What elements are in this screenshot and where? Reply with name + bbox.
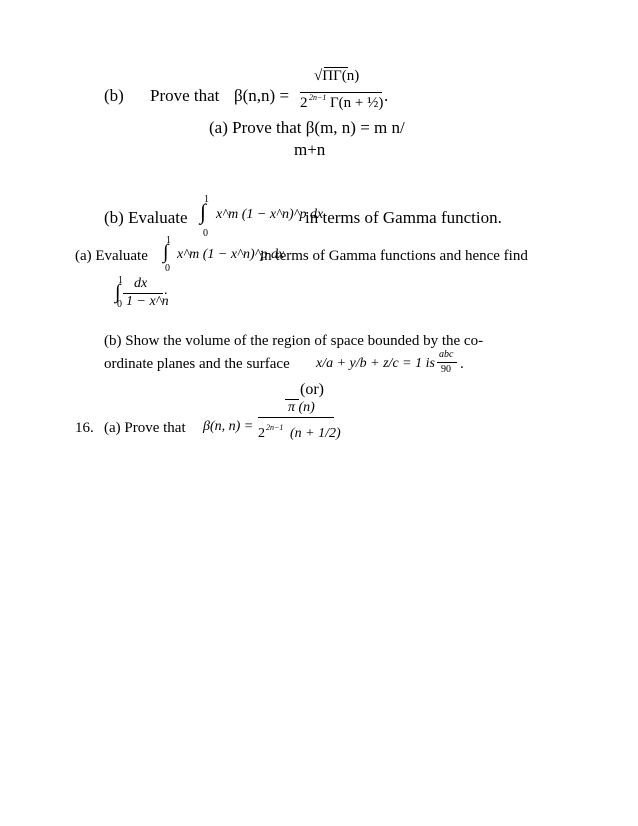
integral-sign: ∫ [200,199,207,224]
fraction-denominator: 1 − x^n [126,294,169,309]
fraction-line [437,362,457,363]
fraction-numerator: √ΠΓ(n) [314,68,360,84]
integral-upper-limit: 1 [118,275,123,286]
question-line: (b) Show the volume of the region of space bounded by the co- [104,333,484,349]
integral-upper-limit: 1 [166,235,171,246]
sqrt-bar [324,67,348,68]
fraction-numerator: dx [134,276,148,291]
denominator-base: 2 [258,426,265,441]
question-text: (a) Evaluate [75,248,148,264]
or-separator: (or) [300,381,324,398]
integrand: x^m (1 − x^n)^p dx [177,247,285,262]
sqrt-bar [285,399,299,400]
denominator-base: 2 [300,95,308,111]
volume-denominator: 90 [441,364,451,375]
question-line-continued: m+n [294,140,326,159]
integrand: x^m (1 − x^n)^p dx [216,207,324,222]
period: . [460,356,464,372]
fraction-numerator: π (n) [288,400,315,415]
question-number: 16. [75,420,94,436]
question-text: (b) Evaluate [104,208,188,227]
question-label: (b) [104,86,124,105]
integral-lower-limit: 0 [117,299,122,310]
beta-lhs: β(n,n) = [234,86,290,105]
integral-sign: ∫ [115,281,121,303]
volume-numerator: abc [439,349,454,360]
integral-sign: ∫ [163,241,169,263]
denominator-gamma: (n + 1/2) [290,426,341,441]
period: . [384,86,389,105]
beta-lhs: β(n, n) = [203,419,254,434]
integral-lower-limit: 0 [203,228,208,239]
question-tail: in terms of Gamma functions and hence find [260,248,528,264]
question-text: Prove that [150,86,220,105]
question-line-continued: ordinate planes and the surface [104,356,290,372]
integral-lower-limit: 0 [165,263,170,274]
question-line: (a) Prove that β(m, n) = m n/ [209,118,405,137]
denominator-exponent: 2n−1 [309,93,327,102]
question-tail: in terms of Gamma function. [305,208,502,227]
period: . [164,283,168,298]
surface-equation: x/a + y/b + z/c = 1 is [316,356,435,371]
fraction-line [258,417,334,418]
denominator-exponent: 2n−1 [266,423,284,432]
denominator-gamma: Γ(n + ½) [330,95,384,111]
question-text: (a) Prove that [104,420,186,436]
integral-upper-limit: 1 [204,194,209,205]
